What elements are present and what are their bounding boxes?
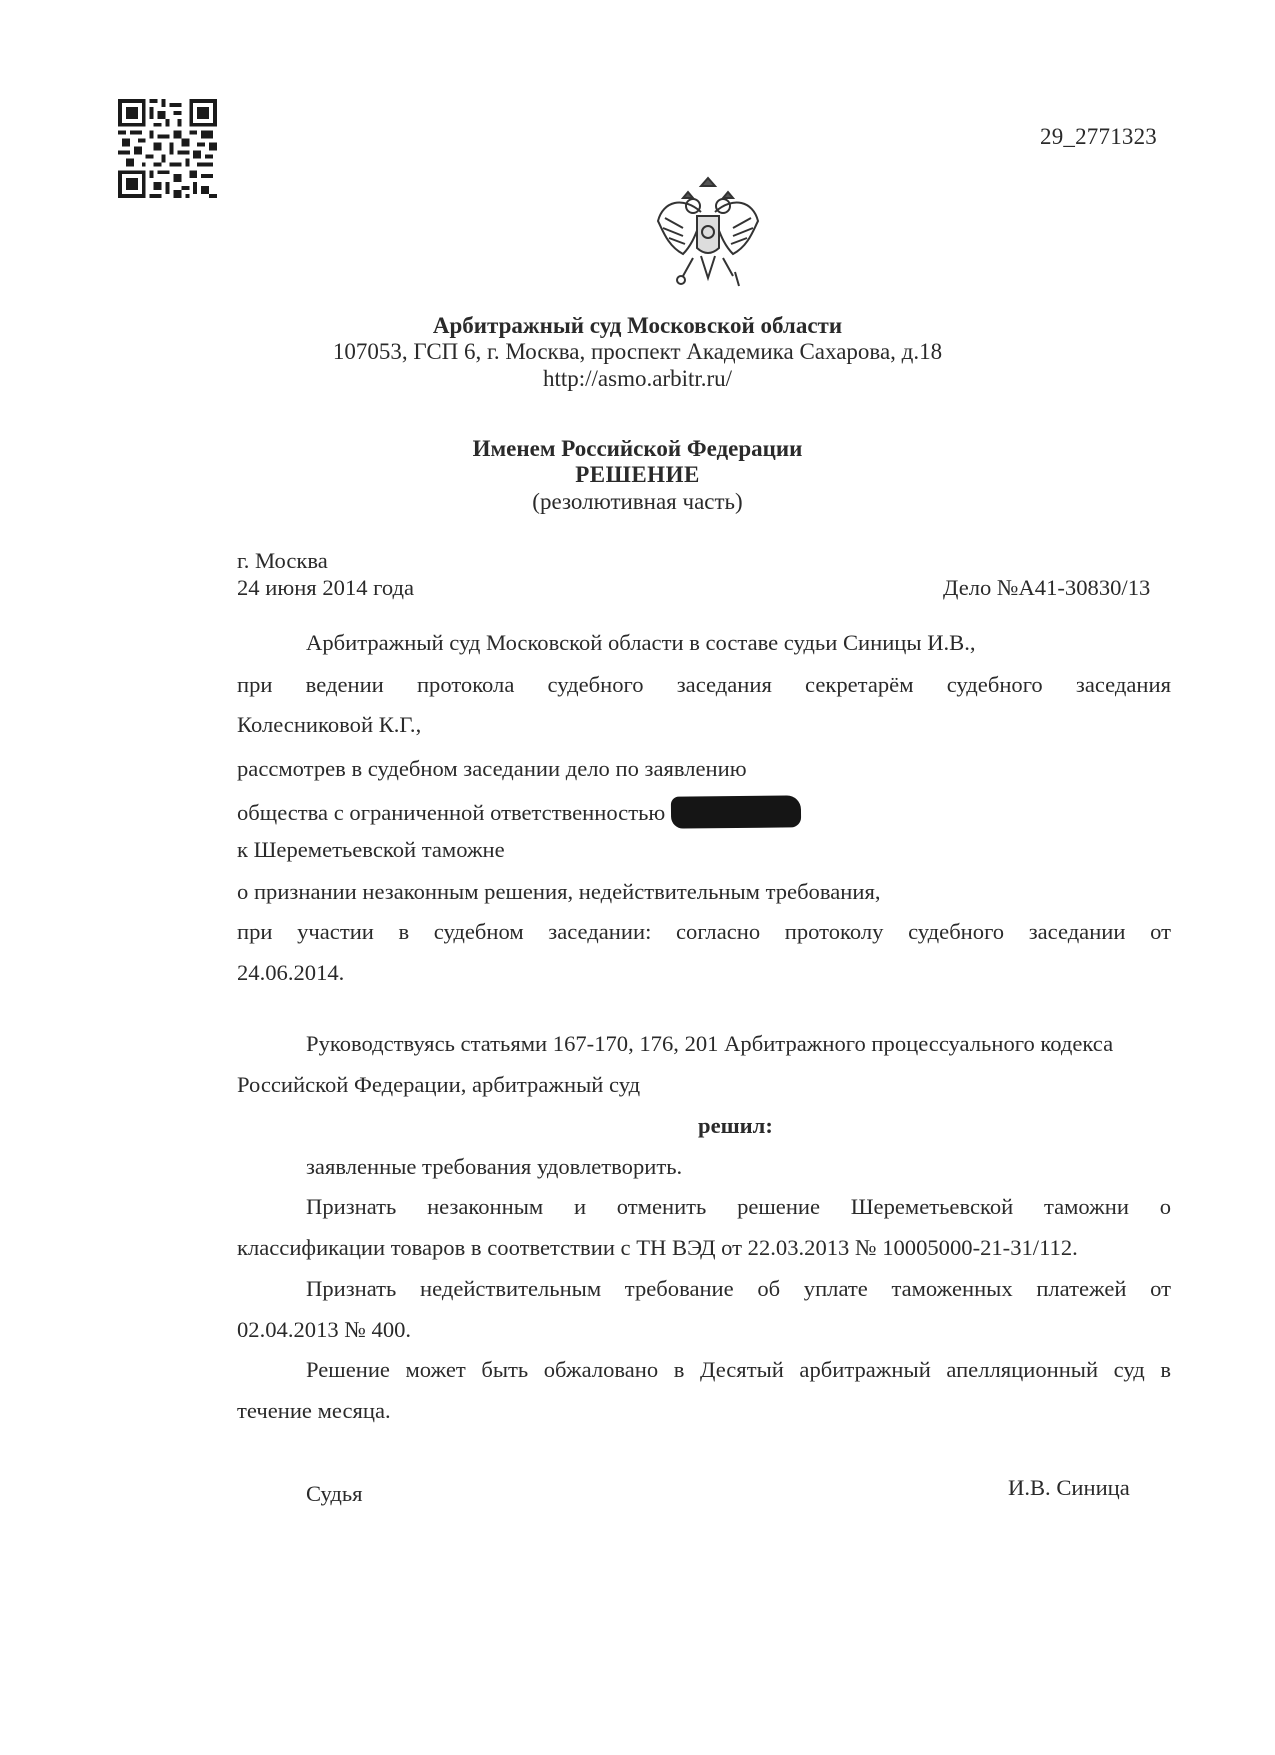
decision-date: 24 июня 2014 года: [237, 575, 415, 600]
heading-decision: РЕШЕНИЕ: [575, 462, 700, 487]
signature-name: И.В. Синица: [1008, 1475, 1130, 1500]
court-name: Арбитражный суд Московской области: [432, 313, 843, 338]
decided-label: решил:: [698, 1113, 773, 1138]
resolution-2-line-1: Признать незаконным и отменить решение Шереметьевской таможни о: [306, 1194, 1171, 1219]
signature-role: Судья: [306, 1481, 363, 1506]
intro-paragraph-6: о признании незаконным решения, недействительным требования,: [237, 879, 881, 904]
court-url: http://asmo.arbitr.ru/: [542, 366, 733, 391]
resolution-1: заявленные требования удовлетворить.: [306, 1154, 683, 1179]
heading-operative-part: (резолютивная часть): [532, 489, 743, 514]
intro-paragraph-7-line-1: при участии в судебном заседании: согласно протоколу судебного заседании от: [237, 919, 1171, 944]
heading-on-behalf: Именем Российской Федерации: [472, 436, 803, 461]
intro-paragraph-4: [237, 796, 801, 828]
resolution-2-line-2: классификации товаров в соответствии с ТН ВЭД от 22.03.2013 № 10005000-21-31/112.: [237, 1235, 1078, 1260]
court-address: 107053, ГСП 6, г. Москва, проспект Академика Сахарова, д.18: [332, 339, 943, 364]
intro-paragraph-1: Арбитражный суд Московской области в составе судьи Синицы И.В.,: [306, 630, 976, 655]
basis-line-1: Руководствуясь статьями 167-170, 176, 201 Арбитражного процессуального кодекса: [306, 1031, 1114, 1056]
intro-paragraph-3: рассмотрев в судебном заседании дело по заявлению: [237, 756, 747, 781]
intro-paragraph-2-line-2: Колесниковой К.Г.,: [237, 712, 422, 737]
resolution-4-line-1: Решение может быть обжаловано в Десятый арбитражный апелляционный суд в: [306, 1357, 1171, 1382]
intro-paragraph-7-line-2: 24.06.2014.: [237, 960, 345, 985]
document-number: 29_2771323: [1040, 124, 1157, 149]
resolution-3-line-2: 02.04.2013 № 400.: [237, 1317, 412, 1342]
intro-paragraph-5: к Шереметьевской таможне: [237, 837, 505, 862]
qr-code-icon: [118, 99, 217, 198]
coat-of-arms-icon: [653, 176, 763, 290]
place: г. Москва: [237, 548, 328, 573]
resolution-3-line-1: Признать недействительным требование об уплате таможенных платежей от: [306, 1276, 1171, 1301]
case-number: Дело №А41-30830/13: [943, 575, 1151, 600]
basis-line-2: Российской Федерации, арбитражный суд: [237, 1072, 641, 1097]
redaction-block: [671, 795, 801, 828]
intro-paragraph-2-line-1: при ведении протокола судебного заседания секретарём судебного заседания: [237, 672, 1171, 697]
resolution-4-line-2: течение месяца.: [237, 1398, 391, 1423]
applicant-type: общества с ограниченной ответственностью: [237, 800, 666, 825]
